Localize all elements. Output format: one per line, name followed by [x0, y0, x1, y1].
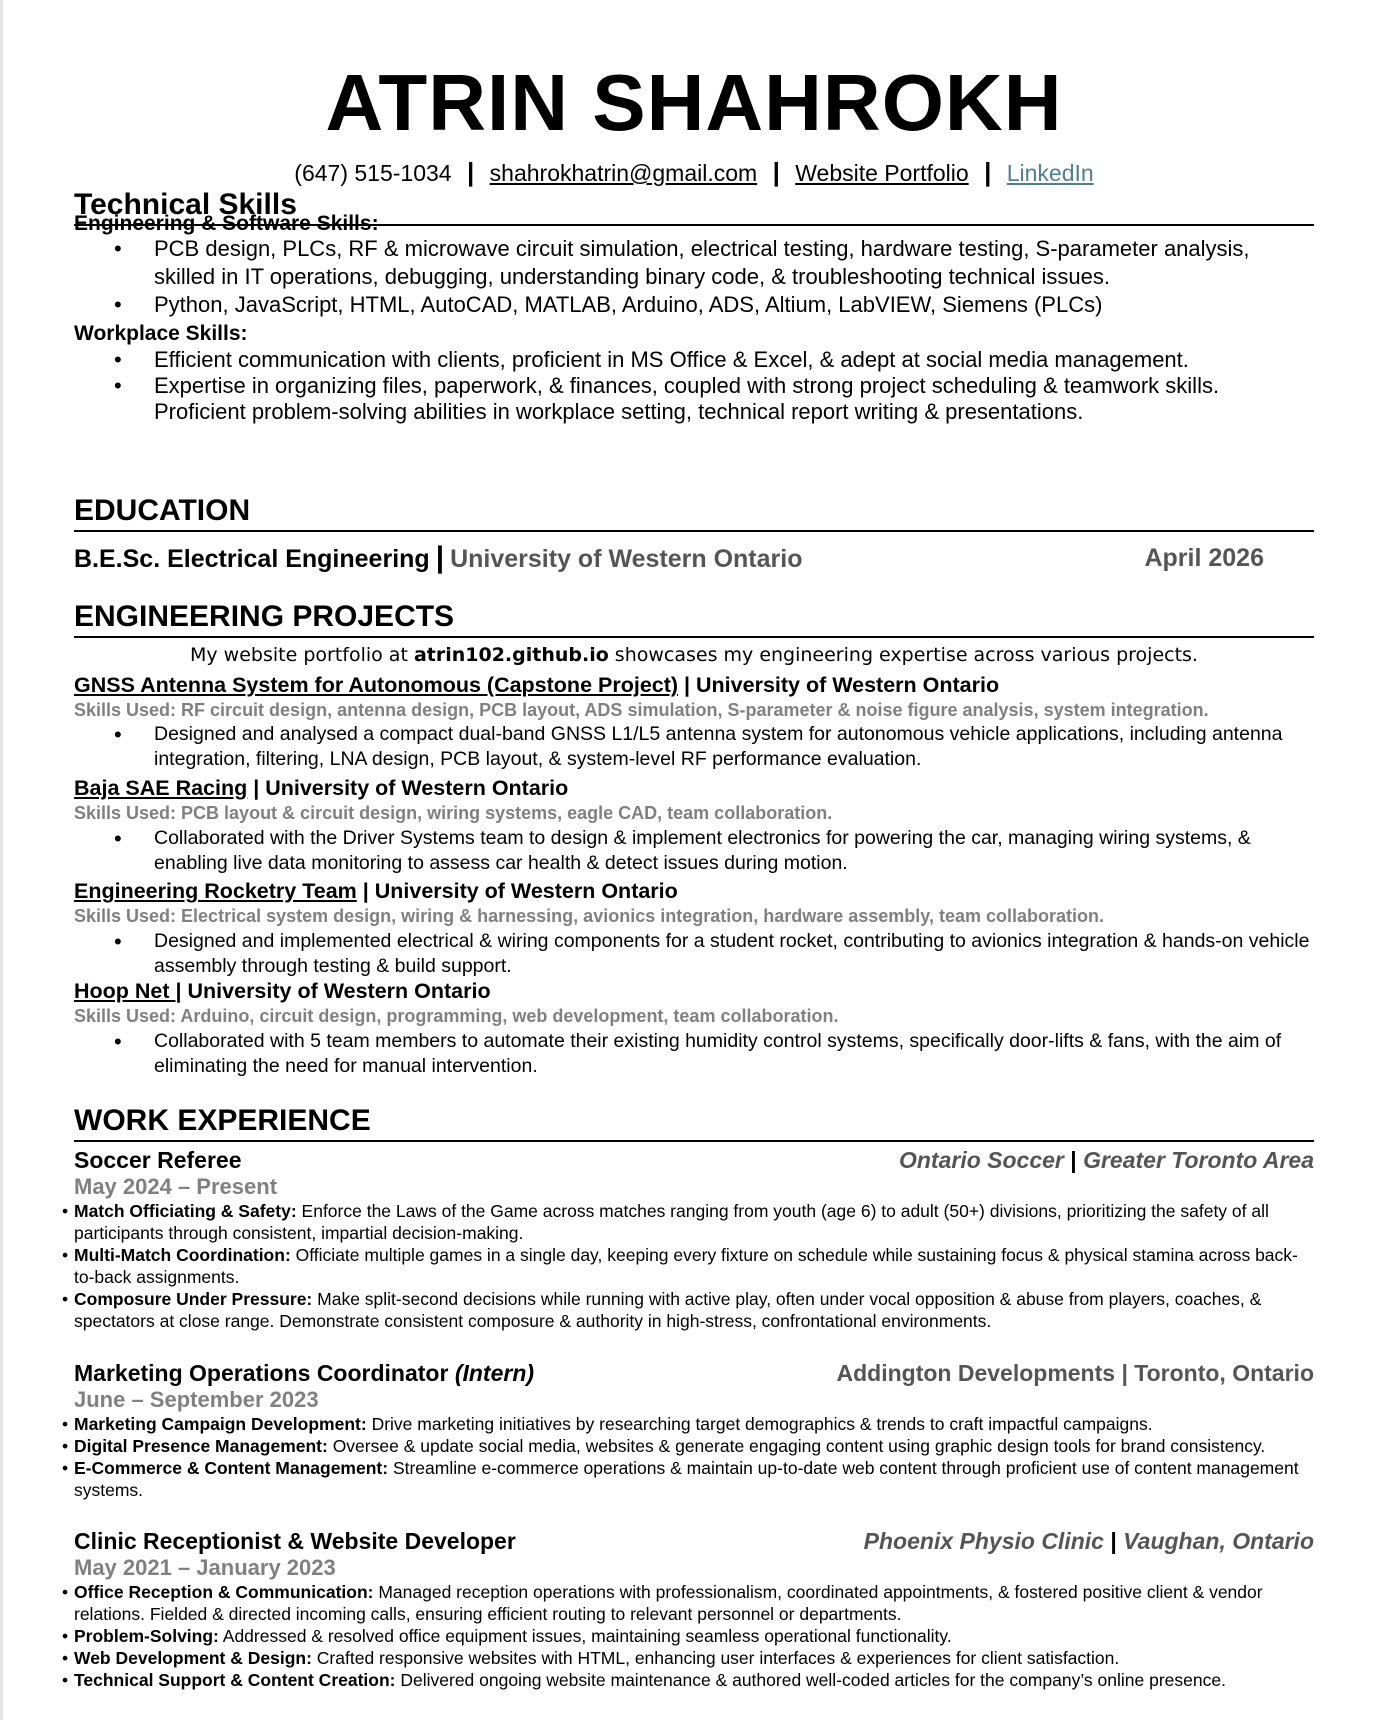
project-bullets: [74, 929, 1314, 979]
job-bullets: [62, 1200, 1312, 1332]
job-location: Toronto, Ontario: [1134, 1360, 1314, 1386]
list-item: [62, 1413, 1312, 1435]
degree: B.E.Sc. Electrical Engineering: [74, 545, 430, 573]
bullet-lead: Problem-Solving:: [74, 1626, 219, 1646]
section-heading-technical-skills: Technical Skills: [74, 188, 1314, 226]
list-item: • Collaborated with 5 team members to automate their existing humidity control systems, specifically door-lifts & fans, with the aim of eliminating the need for manual intervention.: [74, 1029, 1314, 1079]
bullet-text: Oversee & update social media, websites & generate engaging content using graphic design tools for brand consistency.: [327, 1436, 1266, 1456]
separator: |: [984, 157, 992, 187]
contact-line: [74, 158, 1314, 187]
bullet-text: Managed reception operations with professionalism, coordinated appointments, & fostered positive client & vendor relations. Fielded & directed incoming calls, ensuring efficient routing to relevant personnel or departments.: [74, 1582, 1263, 1624]
job-dates: June – September 2023: [74, 1387, 319, 1412]
list-item: [62, 1200, 1312, 1244]
job-title: [74, 1360, 534, 1386]
linkedin-link[interactable]: LinkedIn: [1006, 160, 1094, 186]
job-bullets: [62, 1581, 1312, 1691]
list-item: [62, 1647, 1312, 1669]
list-item: • Expertise in organizing files, paperwork, & finances, coupled with strong project scheduling & teamwork skills. Proficient problem-solving abilities in workplace setting, technical report writing & presentations.: [74, 373, 1314, 425]
bullet-lead: E-Commerce & Content Management:: [74, 1458, 389, 1478]
job-title: Soccer Referee: [74, 1147, 242, 1173]
workplace-skills-list: [74, 347, 1314, 425]
bullet-lead: Web Development & Design:: [74, 1648, 312, 1668]
bullet-text: Drive marketing initiatives by researching target demographics & trends to craft impactful campaigns.: [366, 1414, 1153, 1434]
employer-name: Addington Developments: [836, 1360, 1116, 1386]
education-entry: [74, 542, 1294, 575]
email-link[interactable]: shahrokhatrin@gmail.com: [489, 160, 758, 186]
list-item: • Efficient communication with clients, proficient in MS Office & Excel, & adept at social media management.: [74, 347, 1314, 373]
project-title: [74, 978, 491, 1004]
project-title: [74, 878, 678, 904]
graduation-date: April 2026: [1144, 544, 1264, 572]
bullet-text: Crafted responsive websites with HTML, enhancing user interfaces & experiences for client satisfaction.: [311, 1648, 1120, 1668]
bullet-lead: Office Reception & Communication:: [74, 1582, 374, 1602]
job-title: Clinic Receptionist & Website Developer: [74, 1528, 516, 1554]
project-title: [74, 672, 999, 698]
bullet-text: Addressed & resolved office equipment issues, maintaining seamless operational functionality.: [218, 1626, 952, 1646]
list-item: • Designed and implemented electrical & wiring components for a student rocket, contributing to avionics integration & hands-on vehicle assembly through testing & build support.: [74, 929, 1314, 979]
project-link[interactable]: Baja SAE Racing: [74, 776, 248, 800]
section-heading-projects: ENGINEERING PROJECTS: [74, 600, 1314, 638]
job-header: [74, 1359, 1314, 1387]
list-item: • Designed and analysed a compact dual-band GNSS L1/L5 antenna system for autonomous vehicle applications, including antenna integration, filtering, LNA design, PCB layout, & system-level RF performance evaluation.: [74, 722, 1314, 772]
bullet-text: Enforce the Laws of the Game across matches ranging from youth (age 6) to adult (50+) divisions, prioritizing the safety of all participants through consistent, impartial decision-making.: [74, 1201, 1269, 1243]
job-employer: [837, 1359, 1315, 1387]
engineering-skills-label: Engineering & Software Skills:: [74, 212, 379, 235]
section-heading-education: EDUCATION: [74, 494, 1314, 532]
project-org: | University of Western Ontario: [356, 879, 678, 903]
job-dates: May 2024 – Present: [74, 1174, 278, 1199]
bullet-lead: Technical Support & Content Creation:: [74, 1670, 396, 1690]
employer-name: Phoenix Physio Clinic: [863, 1528, 1104, 1554]
project-link[interactable]: GNSS Antenna System for Autonomous (Capstone Project): [74, 673, 679, 697]
bullet-lead: Multi-Match Coordination:: [74, 1245, 291, 1265]
project-org: | University of Western Ontario: [175, 979, 491, 1003]
intro-suffix: showcases my engineering expertise across various projects.: [608, 644, 1198, 666]
list-item: [62, 1288, 1312, 1332]
workplace-skills-label: Workplace Skills:: [74, 322, 248, 345]
list-item: [62, 1581, 1312, 1625]
list-item: [62, 1435, 1312, 1457]
bullet-lead: Marketing Campaign Development:: [74, 1414, 367, 1434]
list-item: • Collaborated with the Driver Systems team to design & implement electronics for powering the car, managing wiring systems, & enabling live data monitoring to assess car health & detect issues during motion.: [74, 826, 1314, 876]
list-item: [62, 1669, 1312, 1691]
job-location: Vaughan, Ontario: [1123, 1528, 1314, 1554]
job-header: [74, 1146, 1314, 1174]
section-heading-work-experience: WORK EXPERIENCE: [74, 1104, 1314, 1142]
project-bullets: [74, 826, 1314, 876]
job-employer: [899, 1146, 1314, 1174]
job-header: [74, 1527, 1314, 1555]
project-link[interactable]: Engineering Rocketry Team: [74, 879, 357, 903]
bullet-text: Delivered ongoing website maintenance & authored well-coded articles for the company’s online presence.: [395, 1670, 1226, 1690]
project-bullets: [74, 722, 1314, 772]
project-org: | University of Western Ontario: [247, 776, 569, 800]
separator: |: [435, 541, 445, 574]
project-skills: Skills Used: RF circuit design, antenna design, PCB layout, ADS simulation, S-parameter & noise figure analysis, system integration.: [74, 700, 1209, 720]
list-item: [62, 1244, 1312, 1288]
job-location: Greater Toronto Area: [1083, 1147, 1314, 1173]
job-title-text: Marketing Operations Coordinator: [74, 1360, 455, 1386]
list-item: • PCB design, PLCs, RF & microwave circuit simulation, electrical testing, hardware testing, S-parameter analysis, skilled in IT operations, debugging, understanding binary code, & troubleshooting technical issues.: [74, 235, 1314, 291]
separator: |: [1115, 1360, 1135, 1386]
separator: |: [772, 157, 780, 187]
project-skills: Skills Used: Electrical system design, wiring & harnessing, avionics integration, hardware assembly, team collaboration.: [74, 906, 1104, 926]
job-employer: [864, 1527, 1314, 1555]
phone-number: (647) 515-1034: [294, 160, 452, 186]
page-edge: [0, 0, 3, 1720]
separator: |: [1103, 1528, 1124, 1554]
list-item: [62, 1625, 1312, 1647]
job-dates: May 2021 – January 2023: [74, 1555, 336, 1580]
bullet-text: Make split-second decisions while running with active play, often under vocal opposition & abuse from players, coaches, & spectators at close range. Demonstrate consistent composure & authority in high-stress, confrontational environments.: [74, 1289, 1262, 1331]
separator: |: [1063, 1147, 1084, 1173]
job-title-note: (Intern): [454, 1360, 535, 1386]
bullet-lead: Composure Under Pressure:: [74, 1289, 313, 1309]
engineering-skills-list: [74, 235, 1314, 319]
portfolio-link[interactable]: Website Portfolio: [795, 160, 969, 186]
project-bullets: [74, 1029, 1314, 1079]
list-item: • Python, JavaScript, HTML, AutoCAD, MATLAB, Arduino, ADS, Altium, LabVIEW, Siemens (PLCs): [74, 291, 1314, 319]
project-skills: Skills Used: Arduino, circuit design, programming, web development, team collaboration.: [74, 1006, 839, 1026]
job-bullets: [62, 1413, 1312, 1501]
project-skills: Skills Used: PCB layout & circuit design, wiring systems, eagle CAD, team collaboration.: [74, 803, 833, 823]
employer-name: Ontario Soccer: [898, 1147, 1064, 1173]
projects-intro: [74, 642, 1314, 668]
bullet-lead: Match Officiating & Safety:: [74, 1201, 297, 1221]
portfolio-url[interactable]: atrin102.github.io: [413, 644, 609, 666]
project-org: | University of Western Ontario: [678, 673, 1000, 697]
project-link[interactable]: Hoop Net: [74, 979, 176, 1003]
bullet-lead: Digital Presence Management:: [74, 1436, 328, 1456]
university: University of Western Ontario: [450, 545, 803, 573]
bullet-text: Officiate multiple games in a single day, keeping every fixture on schedule while sustaining focus & physical stamina across back-to-back assignments.: [74, 1245, 1298, 1287]
project-title: [74, 775, 568, 801]
separator: |: [466, 157, 475, 187]
list-item: [62, 1457, 1312, 1501]
bullet-text: Streamline e-commerce operations & maintain up-to-date web content through proficient use of content management systems.: [74, 1458, 1299, 1500]
intro-prefix: My website portfolio at: [190, 644, 414, 666]
candidate-name: ATRIN SHAHROKH: [325, 58, 1063, 147]
